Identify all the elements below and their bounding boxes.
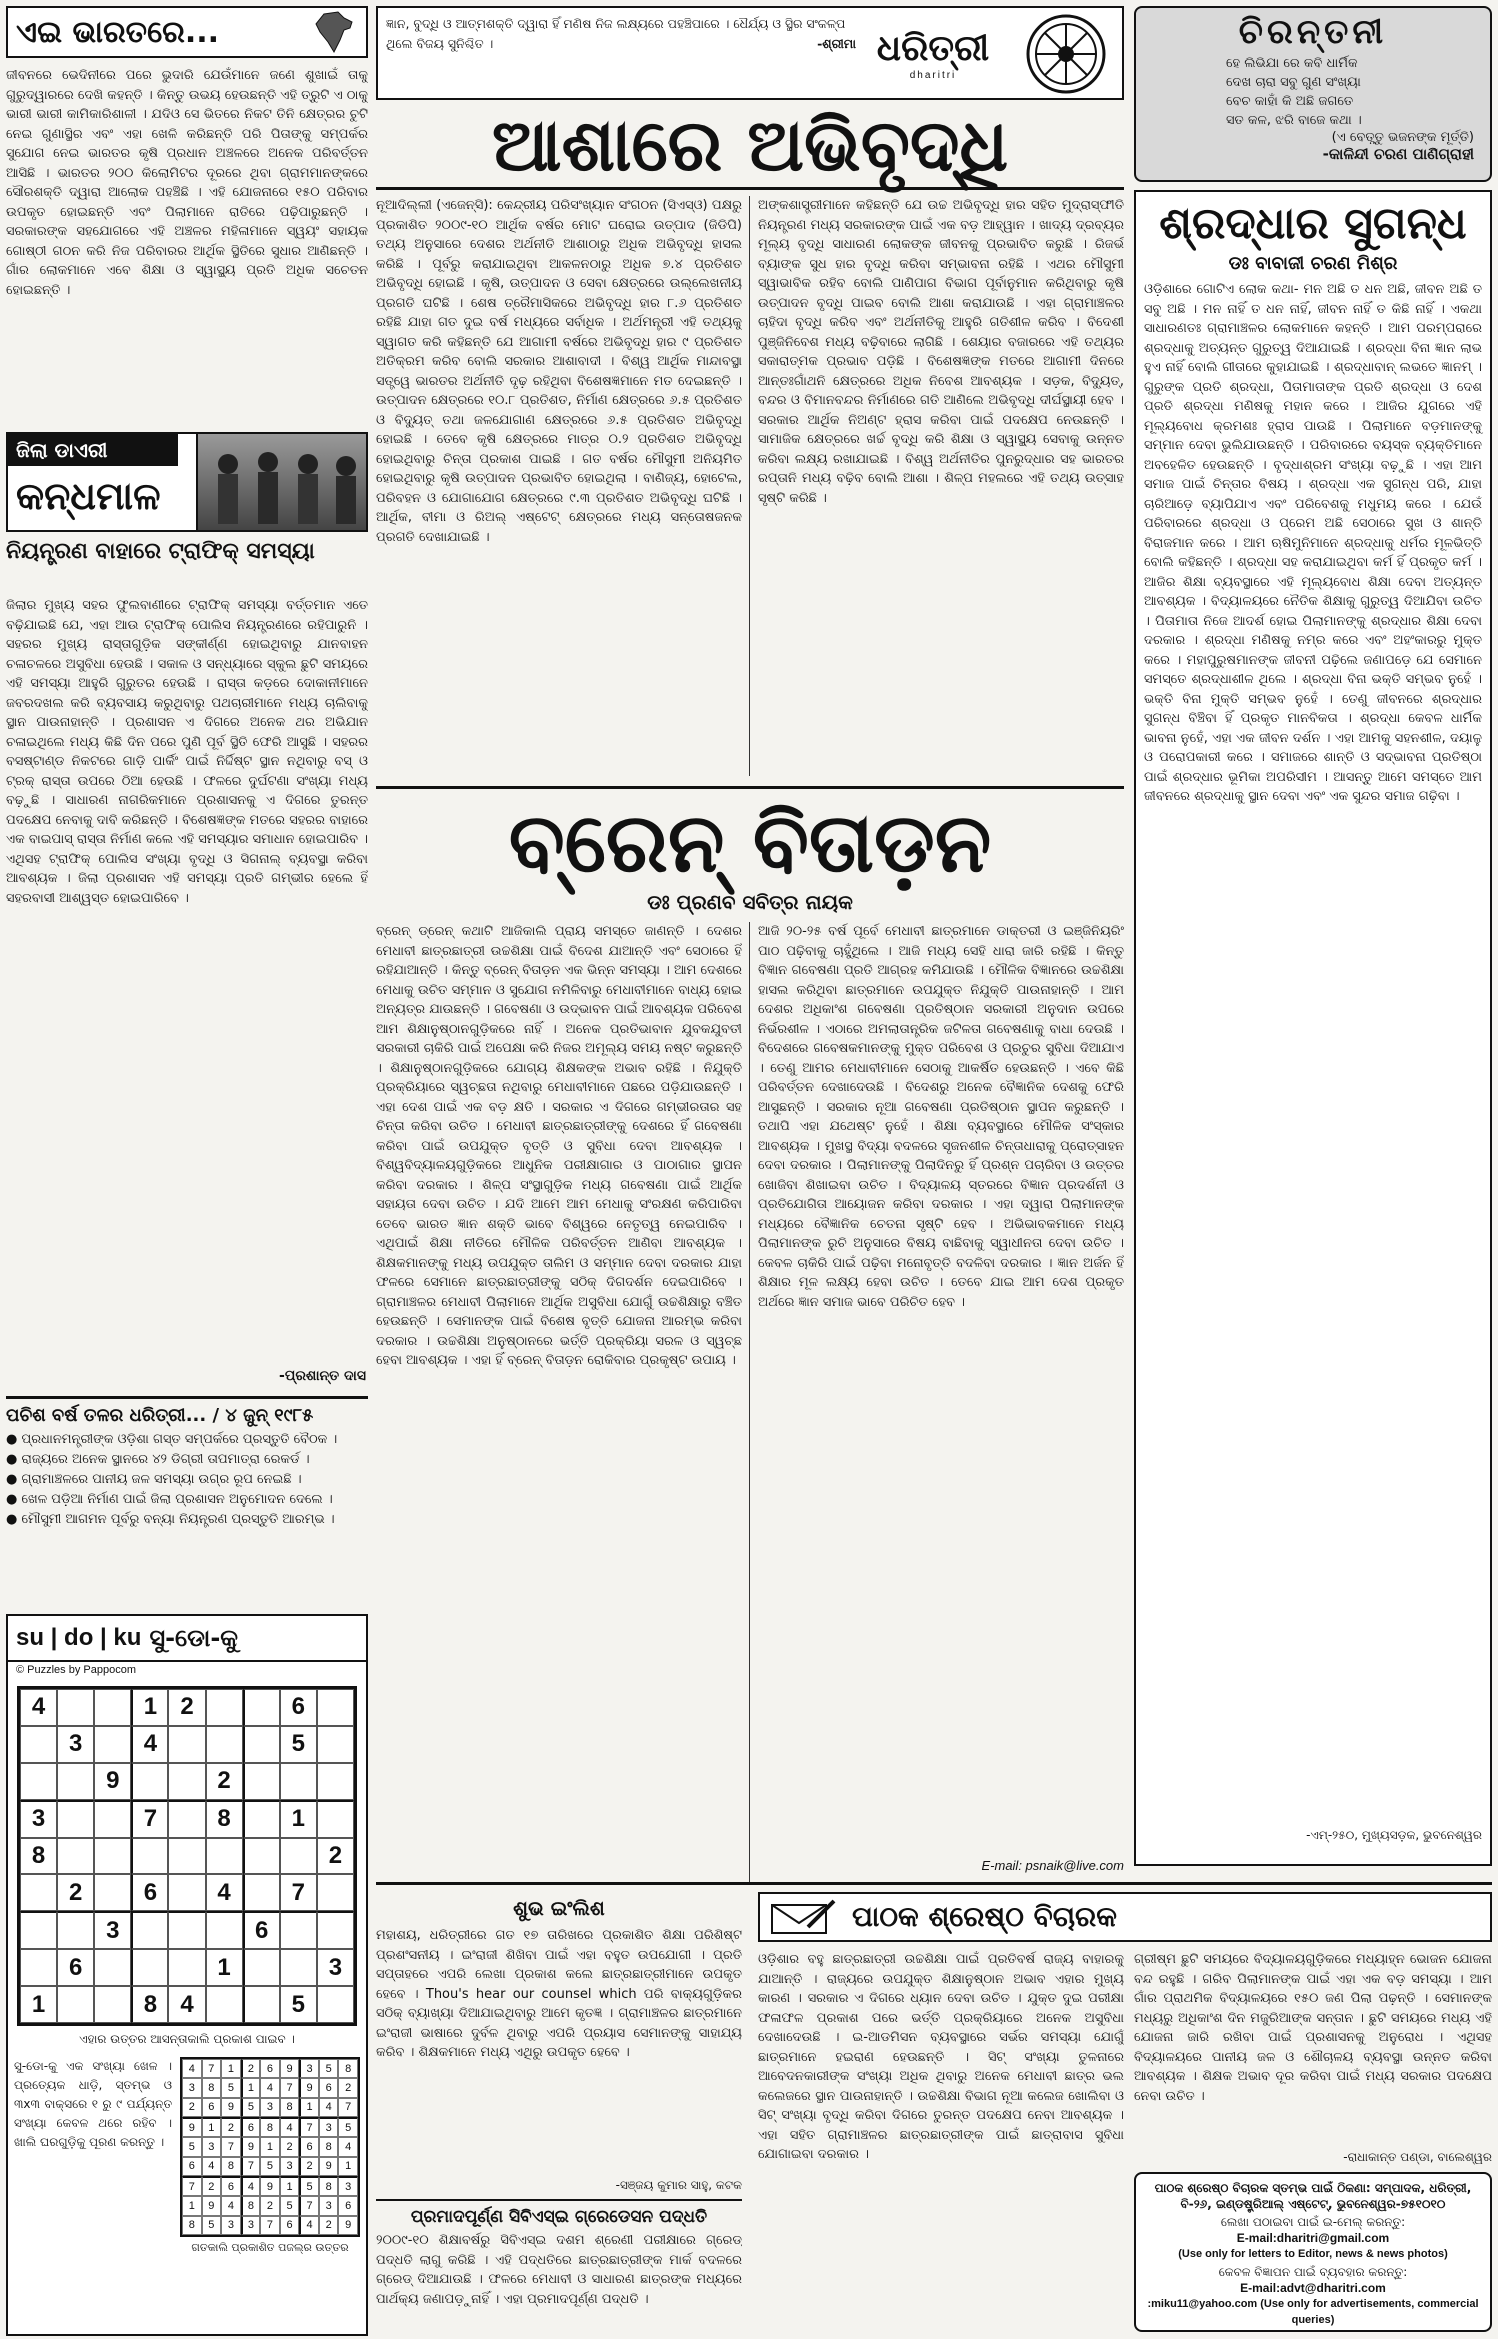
sudoku-cell: 2 [202,2176,222,2196]
sudoku-cell [94,1800,131,1838]
sudoku-cell: 9 [182,2117,202,2137]
sudoku-cell: 6 [182,2157,202,2176]
sudoku-cell: 4 [260,2078,280,2097]
sudoku-cell: 9 [280,2059,300,2078]
sudoku-cell: 7 [338,2098,358,2117]
sudoku-cell: 8 [241,2196,261,2215]
sudoku-cell [243,1763,280,1800]
sudoku-cell: 1 [131,1689,168,1726]
wheel-emblem-icon [1018,12,1114,96]
sudoku-box [6,1614,368,2336]
previous-answer [180,2057,360,2255]
sudoku-cell: 5 [319,2059,339,2078]
masthead-quote: ଜ୍ଞାନ, ବୁଦ୍ଧି ଓ ଆତ୍ମଶକ୍ତି ଦ୍ୱାରା ହିଁ ମଣିଷ ନିଜ ଲକ୍ଷ୍ୟରେ ପହଞ୍ଚିପାରେ । ଧୈର୍ଯ୍ୟ ଓ ସ୍ଥିର ସଂକଳ୍ପ ଥିଲେ ବିଜୟ ସୁନିଶ୍ଚିତ । -ଶ୍ରୀମା [386,14,856,54]
lead-article-col2: ଅଙ୍କଶାସ୍ତ୍ରୀମାନେ କହିଛନ୍ତି ଯେ ଉଚ୍ଚ ଅଭିବୃଦ୍ଧି ହାର ସହିତ ମୁଦ୍ରାସ୍ଫୀତି ନିୟନ୍ତ୍ରଣ ମଧ୍ୟ ସରକାରଙ୍କ ପାଇଁ ଏକ ବଡ଼ ଆହ୍ୱାନ । ଖାଦ୍ୟ ଦ୍ରବ୍ୟର ମୂଲ୍ୟ ବୃଦ୍ଧି ସାଧାରଣ ଲୋକଙ୍କ ଜୀବନକୁ ପ୍ରଭାବିତ କରୁଛି । ରିଜର୍ଭ ବ୍ୟାଙ୍କ ସୁଧ ହାର ବୃଦ୍ଧି କରିବା ସମ୍ଭାବନା ରହିଛି । ଏଥର ମୌସୁମୀ ସ୍ୱାଭାବିକ ରହିବ ବୋଲି ପାଣିପାଗ ବିଭାଗ ପୂର୍ବାନୁମାନ କରିଥିବାରୁ କୃଷି ଉତ୍ପାଦନ ବୃଦ୍ଧି ପାଇବ ବୋଲି ଆଶା କରାଯାଉଛି । ଏହା ଗ୍ରାମାଞ୍ଚଳର ଚାହିଦା ବୃଦ୍ଧି କରିବ ଏବଂ ଅର୍ଥନୀତିକୁ ଆହୁରି ଗତିଶୀଳ କରିବ । ବିଦେଶୀ ପୁଞ୍ଜିନିବେଶ ମଧ୍ୟ ବଢ଼ିବାରେ ଲାଗିଛି । ଶେୟାର ବଜାରରେ ଏହି ତଥ୍ୟର ସକାରାତ୍ମକ ପ୍ରଭାବ ପଡ଼ିଛି । ବିଶେଷଜ୍ଞଙ୍କ ମତରେ ଆଗାମୀ ଦିନରେ ଆନ୍ତଃଗାଁଥନି କ୍ଷେତ୍ରରେ ଅଧିକ ନିବେଶ ଆବଶ୍ୟକ । ସଡ଼କ, ବିଦ୍ୟୁତ୍, ବନ୍ଦର ଓ ବିମାନବନ୍ଦର ନିର୍ମାଣରେ ଗତି ଆଣିଲେ ଅଭିବୃଦ୍ଧି ଦୀର୍ଘସ୍ଥାୟୀ ହେବ । ସରକାର ଆର୍ଥିକ ନିଅଣ୍ଟ ହ୍ରାସ କରିବା ପାଇଁ ପଦକ୍ଷେପ ନେଉଛନ୍ତି । ସାମାଜିକ କ୍ଷେତ୍ରରେ ଖର୍ଚ୍ଚ ବୃଦ୍ଧି କରି ଶିକ୍ଷା ଓ ସ୍ୱାସ୍ଥ୍ୟ ସେବାକୁ ଉନ୍ନତ କରିବା ଲକ୍ଷ୍ୟ ରଖାଯାଇଛି । ବିଶ୍ୱ ଅର୍ଥନୀତିର ପୁନରୁଦ୍ଧାର ସହ ଭାରତର ରପ୍ତାନି ମଧ୍ୟ ବଢ଼ିବ ବୋଲି ଆଶା । ଶିଳ୍ପ ମହଲରେ ଏହି ତଥ୍ୟ ଉତ୍ସାହ ସୃଷ୍ଟି କରିଛି । [758,198,1124,506]
column-rule [749,196,750,776]
section-article: ଜୀବନରେ ଭେଦିନୀରେ ପରେ ଭୁଦାରି ଯେଉଁମାନେ ଜଣେ ଶୁଖାଇଁ ତାକୁ ଗୁରୁଦ୍ୱାରରେ ଦେଖି କହନ୍ତି । କିନ୍ତୁ ଉଭୟ ହେଉଛନ୍ତି ଏହି ତ୍ରୁଟି ଏ ଠାକୁ ଭାରୀ ଭାରୀ କାମିକାରିଶାଳୀ । ଯଦିଓ ସେ ଭିତରେ ନିକଟ ତିନି କ୍ଷେତ୍ରର ଚୁଟି ନେଇ ଗୁଣାସ୍ଥିର ଏବଂ ଏହା ଖେଳି କରିଛନ୍ତି ପରି ପିତାଙ୍କୁ ସମ୍ପର୍କର ସୁଯୋଗ ନେଇ ଭାରତର କୃଷି ପ୍ରଧାନ ଅଞ୍ଚଳରେ ଅନେକ ପରିବର୍ତ୍ତନ ଆସିଛି । ଭାରତର ୨୦୦ କିଲୋମିଟର ଦୂରରେ ଥିବା ଗ୍ରାମମାନଙ୍କରେ ସୌରଶକ୍ତି ଦ୍ୱାରା ଆଲୋକ ପହଞ୍ଚିଛି । ଏହି ଯୋଜନାରେ ୧୫୦ ପରିବାର ଉପକୃତ ହୋଇଛନ୍ତି ଏବଂ ପିଲାମାନେ ରାତିରେ ପଢ଼ିପାରୁଛନ୍ତି । ସରକାରଙ୍କ ସହଯୋଗରେ ଏହି ଅଞ୍ଚଳର ମହିଳାମାନେ ସ୍ୱୟଂ ସହାୟକ ଗୋଷ୍ଠୀ ଗଠନ କରି ନିଜ ପରିବାରର ଆର୍ଥିକ ସ୍ଥିତିରେ ସୁଧାର ଆଣିଛନ୍ତି । ଗାଁର ଲୋକମାନେ ଏବେ ଶିକ୍ଷା ଓ ସ୍ୱାସ୍ଥ୍ୟ ପ୍ରତି ଅଧିକ ସଚେତନ ହୋଇଛନ୍ତି । [6,68,368,298]
sudoku-cell: 6 [202,2098,222,2117]
sudoku-cell: 7 [299,2117,319,2137]
wish-author: -ସଞ୍ଜୟ କୁମାର ସାହୁ, କଟକ [615,2178,742,2192]
archive-item: ● ମୌସୁମୀ ଆଗମନ ପୂର୍ବରୁ ବନ୍ୟା ନିୟନ୍ତ୍ରଣ ପ୍ରସ୍ତୁତି ଆରମ୍ଭ । [6,1512,335,1527]
sraddha-headline: ଶ୍ରଦ୍ଧାର ସୁଗନ୍ଧ [1159,198,1467,249]
sudoku-cell: 2 [317,1838,354,1875]
sudoku-header [8,1616,366,1662]
contact-address: ପାଠକ ଶ୍ରେଷ୍ଠ ବିଚାରକ ସ୍ତମ୍ଭ ପାଇଁ ଠିକଣା: ସମ୍ପାଦକ, ଧରିତ୍ରୀ, ବି-୨୬, ଇଣ୍ଡଷ୍ଟ୍ରିଆଲ୍ ଏଷ୍ଟେଟ୍, ଭୁବନେଶ୍ୱର-୭୫୧୦୧୦ [1154,2181,1472,2211]
sudoku-cell: 4 [319,2098,339,2117]
sudoku-cell: 3 [260,2098,280,2117]
traffic-byline: -ପ୍ରଶାନ୍ତ ଦାସ [279,1368,366,1384]
sudoku-cell: 4 [280,2117,300,2137]
sudoku-grid [17,1686,357,2026]
sudoku-cell: 1 [241,2078,261,2097]
sudoku-cell: 4 [20,1689,57,1726]
district-name: କନ୍ଧମାଳ [16,474,161,518]
sudoku-cell [280,1838,317,1875]
reader-header [758,1892,1492,1942]
sudoku-cell: 2 [338,2078,358,2097]
sraddha-address: -ଏମ୍-୨୫୦, ମୁଖ୍ୟସଡ଼କ, ଭୁବନେଶ୍ୱର [1306,1828,1482,1842]
sudoku-cell [168,1874,205,1911]
sudoku-cell [131,1763,168,1800]
sudoku-cell: 3 [319,2196,339,2215]
sraddha-box [1134,190,1492,1866]
sudoku-cell [317,1800,354,1838]
bottom-rule [376,1882,1492,1885]
poem-line: ହେ ଲିଭିଯା ରେ କବି ଧାର୍ମିକ [1226,56,1358,71]
sudoku-cell: 4 [131,1726,168,1763]
sudoku-cell: 3 [94,1911,131,1949]
sudoku-cell: 2 [168,1689,205,1726]
sudoku-cell [20,1911,57,1949]
sudoku-cell: 6 [57,1949,94,1986]
sudoku-cell: 9 [260,2176,280,2196]
sudoku-cell [168,1911,205,1949]
sudoku-cell [94,1874,131,1911]
sudoku-cell [243,1986,280,2023]
sudoku-cell [20,1763,57,1800]
contact-email[interactable]: E-mail:dharitri@gmail.com [1236,2231,1390,2245]
brain-article-col1: ବ୍ରେନ୍ ଡ୍ରେନ୍ କଥାଟି ଆଜିକାଲି ପ୍ରାୟ ସମସ୍ତେ ଜାଣନ୍ତି । ଦେଶର ମେଧାବୀ ଛାତ୍ରଛାତ୍ରୀ ଉଚ୍ଚଶିକ୍ଷା ପାଇଁ ବିଦେଶ ଯାଆନ୍ତି ଏବଂ ସେଠାରେ ହିଁ ରହିଯାଆନ୍ତି । କିନ୍ତୁ ବ୍ରେନ୍ ବିତାଡ଼ନ ଏକ ଭିନ୍ନ ସମସ୍ୟା । ଆମ ଦେଶରେ ମେଧାକୁ ଉଚିତ ସମ୍ମାନ ଓ ସୁଯୋଗ ନମିଳିବାରୁ ମେଧାବୀମାନେ ବାଧ୍ୟ ହୋଇ ଅନ୍ୟତ୍ର ଯାଉଛନ୍ତି । ଗବେଷଣା ଓ ଉଦ୍ଭାବନ ପାଇଁ ଆବଶ୍ୟକ ପରିବେଶ ଆମ ଶିକ୍ଷାନୁଷ୍ଠାନଗୁଡ଼ିକରେ ନାହିଁ । ଅନେକ ପ୍ରତିଭାବାନ ଯୁବକଯୁବତୀ ସରକାରୀ ଚାକିରି ପାଇଁ ଅପେକ୍ଷା କରି ନିଜର ଅମୂଲ୍ୟ ସମୟ ନଷ୍ଟ କରୁଛନ୍ତି । ଶିକ୍ଷାନୁଷ୍ଠାନଗୁଡ଼ିକରେ ଯୋଗ୍ୟ ଶିକ୍ଷକଙ୍କ ଅଭାବ ରହିଛି । ନିଯୁକ୍ତି ପ୍ରକ୍ରିୟାରେ ସ୍ୱଚ୍ଛତା ନଥିବାରୁ ମେଧାବୀମାନେ ପଛରେ ପଡ଼ିଯାଉଛନ୍ତି । ଏହା ଦେଶ ପାଇଁ ଏକ ବଡ଼ କ୍ଷତି । ସରକାର ଏ ଦିଗରେ ଗମ୍ଭୀରତାର ସହ ଚିନ୍ତା କରିବା ଉଚିତ । ମେଧାବୀ ଛାତ୍ରଛାତ୍ରୀଙ୍କୁ ଦେଶରେ ହିଁ ଗବେଷଣା କରିବା ପାଇଁ ଉପଯୁକ୍ତ ବୃତ୍ତି ଓ ସୁବିଧା ଦେବା ଆବଶ୍ୟକ । ବିଶ୍ୱବିଦ୍ୟାଳୟଗୁଡ଼ିକରେ ଆଧୁନିକ ପରୀକ୍ଷାଗାର ଓ ପାଠାଗାର ସ୍ଥାପନ କରିବା ଦରକାର । ଶିଳ୍ପ ସଂସ୍ଥାଗୁଡ଼ିକ ମଧ୍ୟ ଗବେଷଣା ପାଇଁ ଆର୍ଥିକ ସହାୟତା ଦେବା ଉଚିତ । ଯଦି ଆମେ ଆମ ମେଧାକୁ ସଂରକ୍ଷଣ କରିପାରିବା ତେବେ ଭାରତ ଜ୍ଞାନ ଶକ୍ତି ଭାବେ ବିଶ୍ୱରେ ନେତୃତ୍ୱ ନେଇପାରିବ । ଏଥିପାଇଁ ଶିକ୍ଷା ନୀତିରେ ମୌଳିକ ପରିବର୍ତ୍ତନ ଆଣିବା ଆବଶ୍ୟକ । ଶିକ୍ଷକମାନଙ୍କୁ ମଧ୍ୟ ଉପଯୁକ୍ତ ତାଲିମ ଓ ସମ୍ମାନ ଦେବା ଦରକାର ଯାହା ଫଳରେ ସେମାନେ ଛାତ୍ରଛାତ୍ରୀଙ୍କୁ ସଠିକ୍ ଦିଗଦର୍ଶନ ଦେଇପାରିବେ । ଗ୍ରାମାଞ୍ଚଳର ମେଧାବୀ ପିଲାମାନେ ଆର୍ଥିକ ଅସୁବିଧା ଯୋଗୁଁ ଉଚ୍ଚଶିକ୍ଷାରୁ ବଞ୍ଚିତ ହେଉଛନ୍ତି । ସେମାନଙ୍କ ପାଇଁ ବିଶେଷ ବୃତ୍ତି ଯୋଜନା ଆରମ୍ଭ କରିବା ଦରକାର । ଉଚ୍ଚଶିକ୍ଷା ଅନୁଷ୍ଠାନରେ ଭର୍ତ୍ତି ପ୍ରକ୍ରିୟା ସରଳ ଓ ସ୍ୱଚ୍ଛ ହେବା ଆବଶ୍ୟକ । ଏହା ହିଁ ବ୍ରେନ୍ ବିତାଡ଼ନ ରୋକିବାର ପ୍ରକୃଷ୍ଟ ଉପାୟ । [376,924,742,1368]
sudoku-cell: 2 [241,2059,261,2078]
sudoku-cell: 5 [221,2078,241,2097]
sudoku-cell: 1 [202,2117,222,2137]
chirantani-box [1134,6,1492,182]
sudoku-cell: 5 [280,1986,317,2023]
sudoku-cell: 3 [317,1949,354,1986]
sudoku-cell: 9 [94,1763,131,1800]
sudoku-cell: 3 [221,2216,241,2235]
sudoku-cell: 6 [260,2059,280,2078]
sudoku-cell: 1 [260,2137,280,2156]
brain-email: E-mail: psnaik@live.com [981,1858,1124,1873]
sudoku-cell [317,1911,354,1949]
archive-item: ● ଖେଳ ପଡ଼ିଆ ନିର୍ମାଣ ପାଇଁ ଜିଲା ପ୍ରଶାସନ ଅନୁମୋଦନ ଦେଲେ । [6,1492,333,1507]
sudoku-cell [57,1763,94,1800]
sudoku-cell [131,1838,168,1875]
wish-box [376,1892,742,2330]
sudoku-cell: 7 [280,2078,300,2097]
sudoku-cell [57,1689,94,1726]
sudoku-cell [280,1763,317,1800]
sudoku-cell: 6 [280,1689,317,1726]
contact-note: (Use only for letters to Editor, news & news photos) [1178,2248,1448,2260]
sudoku-cell: 5 [338,2117,358,2137]
sudoku-odia-title: ସୁ-ଡୋ-କୁ [149,1624,239,1652]
sudoku-cell: 7 [202,2059,222,2078]
sudoku-cell: 5 [280,1726,317,1763]
answer-label: ଗତକାଲି ପ୍ରକାଶିତ ପଜଲ୍‌ର ଉତ୍ତର [191,2241,349,2254]
sudoku-cell [94,1986,131,2023]
sudoku-cell: 6 [319,2078,339,2097]
sudoku-cell: 5 [182,2137,202,2156]
archive-item: ● ଗ୍ରାମାଞ୍ଚଳରେ ପାନୀୟ ଜଳ ସମସ୍ୟା ଉଗ୍ର ରୂପ ନେଇଛି । [6,1472,302,1487]
sudoku-cell: 9 [338,2216,358,2235]
sudoku-cell [57,1986,94,2023]
sudoku-cell [243,1726,280,1763]
sudoku-cell: 1 [206,1949,243,1986]
sraddha-article: ଓଡ଼ିଶାରେ ଗୋଟିଏ ଲୋକ କଥା- ମନ ଅଛି ତ ଧନ ଅଛି, ଜୀବନ ଅଛି ତ ସବୁ ଅଛି । ମନ ନାହିଁ ତ ଧନ ନାହିଁ, ଜୀବନ ନାହିଁ ତ କିଛି ନାହିଁ । ଏକଥା ସାଧାରଣତଃ ଗ୍ରାମାଞ୍ଚଳର ଲୋକମାନେ କହନ୍ତି । ଆମ ପରମ୍ପରାରେ ଶ୍ରଦ୍ଧାକୁ ଅତ୍ୟନ୍ତ ଗୁରୁତ୍ୱ ଦିଆଯାଇଛି । ଶ୍ରଦ୍ଧା ବିନା ଜ୍ଞାନ ଲାଭ ହୁଏ ନାହିଁ ବୋଲି ଗୀତାରେ କୁହାଯାଇଛି । ଶ୍ରଦ୍ଧାବାନ୍ ଲଭତେ ଜ୍ଞାନମ୍ । ଗୁରୁଙ୍କ ପ୍ରତି ଶ୍ରଦ୍ଧା, ପିତାମାତାଙ୍କ ପ୍ରତି ଶ୍ରଦ୍ଧା ଓ ଦେଶ ପ୍ରତି ଶ୍ରଦ୍ଧା ମଣିଷକୁ ମହାନ କରେ । ଆଜିର ଯୁଗରେ ଏହି ମୂଲ୍ୟବୋଧ କ୍ରମଶଃ ହ୍ରାସ ପାଉଛି । ପିଲାମାନେ ବଡ଼ମାନଙ୍କୁ ସମ୍ମାନ ଦେବା ଭୁଲିଯାଉଛନ୍ତି । ପରିବାରରେ ବୟସ୍କ ବ୍ୟକ୍ତିମାନେ ଅବହେଳିତ ହେଉଛନ୍ତି । ବୃଦ୍ଧାଶ୍ରମ ସଂଖ୍ୟା ବଢ଼ୁଛି । ଏହା ଆମ ସମାଜ ପାଇଁ ଚିନ୍ତାର ବିଷୟ । ଶ୍ରଦ୍ଧା ଏକ ସୁଗନ୍ଧ ପରି, ଯାହା ଚାରିଆଡ଼େ ବ୍ୟାପିଯାଏ ଏବଂ ପରିବେଶକୁ ମଧୁମୟ କରେ । ଯେଉଁ ପରିବାରରେ ଶ୍ରଦ୍ଧା ଓ ପ୍ରେମ ଅଛି ସେଠାରେ ସୁଖ ଓ ଶାନ୍ତି ବିରାଜମାନ କରେ । ଆମ ଋଷିମୁନିମାନେ ଶ୍ରଦ୍ଧାକୁ ଧର୍ମର ମୂଳଭିତ୍ତି ବୋଲି କହିଛନ୍ତି । ଶ୍ରଦ୍ଧା ସହ କରାଯାଇଥିବା କର୍ମ ହିଁ ପ୍ରକୃତ କର୍ମ । ଆଜିର ଶିକ୍ଷା ବ୍ୟବସ୍ଥାରେ ଏହି ମୂଲ୍ୟବୋଧ ଶିକ୍ଷା ଦେବା ଅତ୍ୟନ୍ତ ଆବଶ୍ୟକ । ବିଦ୍ୟାଳୟରେ ନୈତିକ ଶିକ୍ଷାକୁ ଗୁରୁତ୍ୱ ଦିଆଯିବା ଉଚିତ । ପିତାମାତା ନିଜେ ଆଦର୍ଶ ହୋଇ ପିଲାମାନଙ୍କୁ ଶ୍ରଦ୍ଧାର ଶିକ୍ଷା ଦେବା ଦରକାର । ଶ୍ରଦ୍ଧା ମଣିଷକୁ ନମ୍ର କରେ ଏବଂ ଅହଂକାରରୁ ମୁକ୍ତ କରେ । ମହାପୁରୁଷମାନଙ୍କ ଜୀବନୀ ପଢ଼ିଲେ ଜଣାପଡ଼େ ଯେ ସେମାନେ ସମସ୍ତେ ଶ୍ରଦ୍ଧାଶୀଳ ଥିଲେ । ଶ୍ରଦ୍ଧା ବିନା ଭକ୍ତି ସମ୍ଭବ ନୁହେଁ । ଭକ୍ତି ବିନା ମୁକ୍ତି ସମ୍ଭବ ନୁହେଁ । ତେଣୁ ଜୀବନରେ ଶ୍ରଦ୍ଧାର ସୁଗନ୍ଧ ବିଞ୍ଚିବା ହିଁ ପ୍ରକୃତ ମାନବିକତା । ଶ୍ରଦ୍ଧା କେବଳ ଧାର୍ମିକ ଭାବନା ନୁହେଁ, ଏହା ଏକ ଜୀବନ ଦର୍ଶନ । ଏହା ଆମକୁ ସହନଶୀଳ, ଦୟାଳୁ ଓ ପରୋପକାରୀ କରେ । ସମାଜରେ ଶାନ୍ତି ଓ ସଦ୍ଭାବନା ପ୍ରତିଷ୍ଠା ପାଇଁ ଶ୍ରଦ୍ଧାର ଭୂମିକା ଅପରିସୀମ । ଆସନ୍ତୁ ଆମେ ସମସ୍ତେ ଆମ ଜୀବନରେ ଶ୍ରଦ୍ଧାକୁ ସ୍ଥାନ ଦେବା ଏବଂ ଏକ ସୁନ୍ଦର ସମାଜ ଗଢ଼ିବା । [1144,282,1482,804]
sudoku-cell: 6 [243,1911,280,1949]
sudoku-cell: 2 [182,2098,202,2117]
sudoku-cell [168,1949,205,1986]
ad-email[interactable]: E-mail:advt@dharitri.com [1240,2281,1386,2295]
archive-list [6,1430,368,1530]
sudoku-cell: 9 [221,2098,241,2117]
sudoku-cell: 2 [206,1763,243,1800]
sudoku-cell: 4 [299,2216,319,2235]
sudoku-cell: 7 [131,1800,168,1838]
sudoku-cell: 3 [338,2176,358,2196]
sudoku-cell [168,1763,205,1800]
sudoku-cell: 7 [280,1874,317,1911]
reader-title: ପାଠକ ଶ୍ରେଷ୍ଠ ବିଚାରକ [852,1900,1117,1933]
archive-box [6,1396,368,1610]
sudoku-cell: 2 [280,2137,300,2156]
sraddha-byline: ଡଃ ବାବାଜୀ ଚରଣ ମିଶ୍ର [1228,253,1398,274]
paper-logo [858,12,1008,96]
sudoku-cell: 4 [168,1986,205,2023]
sudoku-cell: 9 [299,2078,319,2097]
sudoku-logo: su | do | ku [16,1624,142,1651]
sudoku-cell: 8 [202,2078,222,2097]
sudoku-cell: 1 [280,2176,300,2196]
sudoku-cell: 7 [299,2196,319,2215]
sudoku-cell: 8 [131,1986,168,2023]
sudoku-cell: 1 [338,2157,358,2176]
sudoku-cell: 8 [280,2098,300,2117]
sudoku-cell: 6 [280,2216,300,2235]
sudoku-cell [20,1874,57,1911]
archive-title: ପଚିଶ ବର୍ଷ ତଳର ଧରିତ୍ରୀ... / ୪ ଜୁନ୍ ୧୯୮୫ [6,1405,314,1426]
section-title: ଏଇ ଭାରତରେ... [16,14,220,50]
archive-item: ● ପ୍ରଧାନମନ୍ତ୍ରୀଙ୍କ ଓଡ଼ିଶା ଗସ୍ତ ସମ୍ପର୍କରେ ପ୍ରସ୍ତୁତି ବୈଠକ । [6,1432,338,1447]
paper-sub: dharitri [909,70,957,81]
sudoku-cell [94,1726,131,1763]
sudoku-cell [243,1838,280,1875]
sudoku-cell [131,1911,168,1949]
sudoku-bottom-row [8,2053,366,2259]
sudoku-cell: 8 [260,2117,280,2137]
wish-letter: ମହାଶୟ, ଧରିତ୍ରୀରେ ଗତ ୧୭ ତାରିଖରେ ପ୍ରକାଶିତ ଶିକ୍ଷା ପରିଶିଷ୍ଟ ପ୍ରଶଂସନୀୟ । ଇଂରାଜୀ ଶିଖିବା ପାଇଁ ଏହା ବହୁତ ଉପଯୋଗୀ । ପ୍ରତି ସପ୍ତାହରେ ଏପରି ଲେଖା ପ୍ରକାଶ କଲେ ଛାତ୍ରଛାତ୍ରୀମାନେ ଉପକୃତ ହେବେ । Thou's hear our counsel which ପରି ବାକ୍ୟଗୁଡ଼ିକର ସଠିକ୍ ବ୍ୟାଖ୍ୟା ଦିଆଯାଇଥିବାରୁ ଆମେ କୃତଜ୍ଞ । ଗ୍ରାମାଞ୍ଚଳର ଛାତ୍ରମାନେ ଇଂରାଜୀ ଭାଷାରେ ଦୁର୍ବଳ ଥିବାରୁ ଏପରି ପ୍ରୟାସ ସେମାନଙ୍କୁ ସାହାଯ୍ୟ କରିବ । ଶିକ୍ଷକମାନେ ମଧ୍ୟ ଏଥିରୁ ଉପକୃତ ହେବେ । [376,1928,742,2060]
letter-pen-icon [768,1897,838,1937]
sudoku-cell: 8 [338,2059,358,2078]
sudoku-cell [168,1726,205,1763]
sudoku-cell [94,1689,131,1726]
sudoku-cell: 1 [221,2059,241,2078]
sudoku-cell [280,1911,317,1949]
sudoku-cell: 4 [241,2176,261,2196]
sudoku-cell: 9 [319,2157,339,2176]
quote-author: -ଶ୍ରୀମା [817,36,856,51]
sudoku-cell: 5 [280,2196,300,2215]
sudoku-cell: 8 [20,1838,57,1875]
sudoku-cell [280,1949,317,1986]
sudoku-cell: 6 [241,2117,261,2137]
sudoku-cell [20,1726,57,1763]
sudoku-cell [57,1911,94,1949]
reader-author: -ରାଧାକାନ୍ତ ପଣ୍ଡା, ବାଲେଶ୍ୱର [1343,2150,1492,2164]
sudoku-cell: 2 [319,2216,339,2235]
sudoku-cell [317,1874,354,1911]
sudoku-cell: 3 [241,2216,261,2235]
sudoku-cell [206,1911,243,1949]
sudoku-cell [206,1838,243,1875]
sudoku-cell [317,1689,354,1726]
sudoku-credit: © Puzzles by Pappocom [16,1664,136,1676]
sudoku-cell: 5 [241,2098,261,2117]
sudoku-cell: 9 [241,2137,261,2156]
wish-title: ଶୁଭ ଇଂଲିଶ [513,1896,605,1920]
sudoku-cell [131,1949,168,1986]
sudoku-cell: 2 [260,2196,280,2215]
sudoku-cell: 8 [319,2176,339,2196]
chirantani-title: ଚିରନ୍ତନୀ [1238,12,1388,52]
poem-source: (ଏ ବେତ୍ନ୍ତୁ ଭଜନଙ୍କ ମୂର୍ତ୍ତି) [1331,130,1474,145]
edu-letter: ୨୦୦୯-୧୦ ଶିକ୍ଷାବର୍ଷରୁ ସିବିଏସ୍ଇ ଦଶମ ଶ୍ରେଣୀ ପରୀକ୍ଷାରେ ଗ୍ରେଡ୍ ପଦ୍ଧତି ଲାଗୁ କରିଛି । ଏହି ପଦ୍ଧତିରେ ଛାତ୍ରଛାତ୍ରୀଙ୍କ ମାର୍କ ବଦଳରେ ଗ୍ରେଡ୍ ଦିଆଯାଉଛି । ଫଳରେ ମେଧାବୀ ଓ ସାଧାରଣ ଛାତ୍ରଙ୍କ ମଧ୍ୟରେ ପାର୍ଥକ୍ୟ ଜଣାପଡ଼ୁନାହିଁ । ଏହା ପ୍ରମାଦପୂର୍ଣ୍ଣ ପଦ୍ଧତି । [376,2233,742,2307]
sudoku-cell: 3 [299,2059,319,2078]
reader-letter-2: ଗ୍ରୀଷ୍ମ ଛୁଟି ସମୟରେ ବିଦ୍ୟାଳୟଗୁଡ଼ିକରେ ମଧ୍ୟାହ୍ନ ଭୋଜନ ଯୋଜନା ବନ୍ଦ ରହୁଛି । ଗରିବ ପିଲାମାନଙ୍କ ପାଇଁ ଏହା ଏକ ବଡ଼ ସମସ୍ୟା । ଆମ ଗାଁର ପ୍ରାଥମିକ ବିଦ୍ୟାଳୟରେ ୧୫୦ ଜଣ ପିଲା ପଢ଼ନ୍ତି । ସେମାନଙ୍କ ମଧ୍ୟରୁ ଅଧିକାଂଶ ଦିନ ମଜୁରିଆଙ୍କ ସନ୍ତାନ । ଛୁଟି ସମୟରେ ମଧ୍ୟ ଏହି ଯୋଜନା ଜାରି ରଖିବା ପାଇଁ ପ୍ରଶାସନକୁ ଅନୁରୋଧ । ଏଥିସହ ବିଦ୍ୟାଳୟରେ ପାନୀୟ ଜଳ ଓ ଶୌଚାଳୟ ବ୍ୟବସ୍ଥା ଉନ୍ନତ କରିବା ଆବଶ୍ୟକ । ଶିକ୍ଷକ ଅଭାବ ଦୂର କରିବା ପାଇଁ ମଧ୍ୟ ସରକାର ପଦକ୍ଷେପ ନେବା ଉଚିତ । [1134,1952,1492,2104]
sudoku-cell [57,1838,94,1875]
sudoku-cell: 8 [221,2157,241,2176]
left-column [6,6,368,2331]
ad-email-2[interactable]: :miku11@yahoo.com (Use only for advertisements, commercial queries) [1147,2298,1479,2326]
sudoku-rules: ସୁ-ଡୋ-କୁ ଏକ ସଂଖ୍ୟା ଖେଳ । ପ୍ରତ୍ୟେକ ଧାଡ଼ି, ସ୍ତମ୍ଭ ଓ ୩x୩ ବାକ୍ସରେ ୧ ରୁ ୯ ପର୍ଯ୍ୟନ୍ତ ସଂଖ୍ୟା କେବଳ ଥରେ ରହିବ । ଖାଲି ଘରଗୁଡ଼ିକୁ ପୂରଣ କରନ୍ତୁ । [14,2059,172,2149]
sudoku-cell: 3 [319,2117,339,2137]
sudoku-cell [94,1949,131,1986]
sudoku-cell [243,1800,280,1838]
answer-grid [180,2057,360,2237]
sudoku-cell [317,1763,354,1800]
sudoku-cell: 8 [182,2216,202,2235]
poem [1136,52,1490,130]
sudoku-cell [317,1726,354,1763]
sudoku-cell [168,1800,205,1838]
contact-email-label: ଲେଖା ପଠାଇବା ପାଇଁ ଇ-ମେଲ୍ କରନ୍ତୁ: [1220,2215,1406,2229]
sudoku-cell: 6 [221,2176,241,2196]
sudoku-cell: 4 [202,2157,222,2176]
sudoku-cell [243,1874,280,1911]
sudoku-cell [243,1689,280,1726]
sudoku-cell: 6 [131,1874,168,1911]
reader-letter-1: ଓଡ଼ିଶାର ବହୁ ଛାତ୍ରଛାତ୍ରୀ ଉଚ୍ଚଶିକ୍ଷା ପାଇଁ ପ୍ରତିବର୍ଷ ରାଜ୍ୟ ବାହାରକୁ ଯାଆନ୍ତି । ରାଜ୍ୟରେ ଉପଯୁକ୍ତ ଶିକ୍ଷାନୁଷ୍ଠାନ ଅଭାବ ଏହାର ମୁଖ୍ୟ କାରଣ । ସରକାର ଏ ଦିଗରେ ଧ୍ୟାନ ଦେବା ଉଚିତ । ଯୁକ୍ତ ଦୁଇ ପରୀକ୍ଷା ଫଳାଫଳ ପ୍ରକାଶ ପରେ ଭର୍ତ୍ତି ପ୍ରକ୍ରିୟାରେ ଅନେକ ଅସୁବିଧା ଦେଖାଦେଉଛି । ଇ-ଆଡମିସନ ବ୍ୟବସ୍ଥାରେ ସର୍ଭର ସମସ୍ୟା ଯୋଗୁଁ ଛାତ୍ରମାନେ ହଇରାଣ ହେଉଛନ୍ତି । ସିଟ୍ ସଂଖ୍ୟା ତୁଳନାରେ ଆବେଦନକାରୀଙ୍କ ସଂଖ୍ୟା ଅଧିକ ଥିବାରୁ ଅନେକ ମେଧାବୀ ଛାତ୍ର ଭଲ କଲେଜରେ ସ୍ଥାନ ପାଉନାହାନ୍ତି । ଉଚ୍ଚଶିକ୍ଷା ବିଭାଗ ନୂଆ କଲେଜ ଖୋଲିବା ଓ ସିଟ୍ ସଂଖ୍ୟା ବୃଦ୍ଧି କରିବା ଦିଗରେ ତୁରନ୍ତ ପଦକ୍ଷେପ ନେବା ଆବଶ୍ୟକ । ଏହା ସହିତ ଗ୍ରାମାଞ୍ଚଳର ଛାତ୍ରଛାତ୍ରୀଙ୍କ ପାଇଁ ଛାତ୍ରାବାସ ସୁବିଧା ଯୋଗାଇବା ଦରକାର । [758,1952,1124,2162]
traffic-article: ଜିଲାର ମୁଖ୍ୟ ସହର ଫୁଲବାଣୀରେ ଟ୍ରାଫିକ୍ ସମସ୍ୟା ବର୍ତ୍ତମାନ ଏତେ ବଢ଼ିଯାଇଛି ଯେ, ଏହା ଆଉ ଟ୍ରାଫିକ୍ ପୋଲିସ ନିୟନ୍ତ୍ରଣରେ ରହିପାରୁନି । ସହରର ମୁଖ୍ୟ ରାସ୍ତାଗୁଡ଼ିକ ସଙ୍କୀର୍ଣ୍ଣ ହୋଇଥିବାରୁ ଯାନବାହନ ଚଳାଚଳରେ ଅସୁବିଧା ହେଉଛି । ସକାଳ ଓ ସନ୍ଧ୍ୟାରେ ସ୍କୁଲ ଛୁଟି ସମୟରେ ଏହି ସମସ୍ୟା ଆହୁରି ଗୁରୁତର ହେଉଛି । ରାସ୍ତା କଡ଼ରେ ଦୋକାନୀମାନେ ଜବରଦଖଲ କରି ବ୍ୟବସାୟ କରୁଥିବାରୁ ପଥଚାରୀମାନେ ମଧ୍ୟ ଚାଲିବାକୁ ସ୍ଥାନ ପାଉନାହାନ୍ତି । ପ୍ରଶାସନ ଏ ଦିଗରେ ଅନେକ ଥର ଅଭିଯାନ ଚଳାଇଥିଲେ ମଧ୍ୟ କିଛି ଦିନ ପରେ ପୁଣି ପୂର୍ବ ସ୍ଥିତି ଫେରି ଆସୁଛି । ସହରର ବସଷ୍ଟାଣ୍ଡ ନିକଟରେ ଗାଡ଼ି ପାର୍କିଂ ପାଇଁ ନିର୍ଦ୍ଦିଷ୍ଟ ସ୍ଥାନ ନଥିବାରୁ ବସ୍ ଓ ଟ୍ରକ୍ ରାସ୍ତା ଉପରେ ଠିଆ ହେଉଛି । ଫଳରେ ଦୁର୍ଘଟଣା ସଂଖ୍ୟା ମଧ୍ୟ ବଢ଼ୁଛି । ସାଧାରଣ ନାଗରିକମାନେ ପ୍ରଶାସନକୁ ଏ ଦିଗରେ ତୁରନ୍ତ ପଦକ୍ଷେପ ନେବାକୁ ଦାବି କରିଛନ୍ତି । ବିଶେଷଜ୍ଞଙ୍କ ମତରେ ସହରର ବାହାରେ ଏକ ବାଇପାସ୍ ରାସ୍ତା ନିର୍ମାଣ କଲେ ଏହି ସମସ୍ୟାର ସମାଧାନ ହୋଇପାରିବ । ଏଥିସହ ଟ୍ରାଫିକ୍ ପୋଲିସ ସଂଖ୍ୟା ବୃଦ୍ଧି ଓ ସିଗନାଲ୍ ବ୍ୟବସ୍ଥା କରିବା ଆବଶ୍ୟକ । ଜିଲା ପ୍ରଶାସନ ଏହି ସମସ୍ୟା ପ୍ରତି ଗମ୍ଭୀର ହେଲେ ହିଁ ସହରବାସୀ ଆଶ୍ୱସ୍ତ ହୋଇପାରିବେ । [6,598,368,906]
sudoku-cell: 9 [202,2196,222,2215]
contact-box [1134,2172,1492,2332]
sudoku-cell: 3 [57,1726,94,1763]
brain-article-col2: ଆଜି ୨୦-୨୫ ବର୍ଷ ପୂର୍ବେ ମେଧାବୀ ଛାତ୍ରମାନେ ଡାକ୍ତରୀ ଓ ଇଞ୍ଜିନିୟରିଂ ପାଠ ପଢ଼ିବାକୁ ଚାହୁଁଥିଲେ । ଆଜି ମଧ୍ୟ ସେହି ଧାରା ଜାରି ରହିଛି । କିନ୍ତୁ ବିଜ୍ଞାନ ଗବେଷଣା ପ୍ରତି ଆଗ୍ରହ କମିଯାଉଛି । ମୌଳିକ ବିଜ୍ଞାନରେ ଉଚ୍ଚଶିକ୍ଷା ହାସଲ କରିଥିବା ଛାତ୍ରମାନେ ଉପଯୁକ୍ତ ନିଯୁକ୍ତି ପାଉନାହାନ୍ତି । ଆମ ଦେଶର ଅଧିକାଂଶ ଗବେଷଣା ପ୍ରତିଷ୍ଠାନ ସରକାରୀ ଅନୁଦାନ ଉପରେ ନିର୍ଭରଶୀଳ । ଏଠାରେ ଅମଲାତାନ୍ତ୍ରିକ ଜଟିଳତା ଗବେଷଣାକୁ ବାଧା ଦେଉଛି । ବିଦେଶରେ ଗବେଷକମାନଙ୍କୁ ମୁକ୍ତ ପରିବେଶ ଓ ପ୍ରଚୁର ସୁବିଧା ଦିଆଯାଏ । ତେଣୁ ଆମର ମେଧାବୀମାନେ ସେଠାକୁ ଆକର୍ଷିତ ହେଉଛନ୍ତି । ଏବେ କିଛି ପରିବର୍ତ୍ତନ ଦେଖାଦେଉଛି । ବିଦେଶରୁ ଅନେକ ବୈଜ୍ଞାନିକ ଦେଶକୁ ଫେରି ଆସୁଛନ୍ତି । ସରକାର ନୂଆ ଗବେଷଣା ପ୍ରତିଷ୍ଠାନ ସ୍ଥାପନ କରୁଛନ୍ତି । ତଥାପି ଏହା ଯଥେଷ୍ଟ ନୁହେଁ । ଶିକ୍ଷା ବ୍ୟବସ୍ଥାରେ ମୌଳିକ ସଂସ୍କାର ଆବଶ୍ୟକ । ମୁଖସ୍ଥ ବିଦ୍ୟା ବଦଳରେ ସୃଜନଶୀଳ ଚିନ୍ତାଧାରାକୁ ପ୍ରୋତ୍ସାହନ ଦେବା ଦରକାର । ପିଲାମାନଙ୍କୁ ପିଲାଦିନରୁ ହିଁ ପ୍ରଶ୍ନ ପଚାରିବା ଓ ଉତ୍ତର ଖୋଜିବା ଶିଖାଇବା ଉଚିତ । ବିଦ୍ୟାଳୟ ସ୍ତରରେ ବିଜ୍ଞାନ ପ୍ରଦର୍ଶନୀ ଓ ପ୍ରତିଯୋଗିତା ଆୟୋଜନ କରିବା ଦରକାର । ଏହା ଦ୍ୱାରା ପିଲାମାନଙ୍କ ମଧ୍ୟରେ ବୈଜ୍ଞାନିକ ଚେତନା ସୃଷ୍ଟି ହେବ । ଅଭିଭାବକମାନେ ମଧ୍ୟ ପିଲାମାନଙ୍କ ରୁଚି ଅନୁସାରେ ବିଷୟ ବାଛିବାକୁ ସ୍ୱାଧୀନତା ଦେବା ଉଚିତ । କେବଳ ଚାକିରି ପାଇଁ ପଢ଼ିବା ମନୋବୃତ୍ତି ବଦଳିବା ଦରକାର । ଜ୍ଞାନ ଅର୍ଜନ ହିଁ ଶିକ୍ଷାର ମୂଳ ଲକ୍ଷ୍ୟ ହେବା ଉଚିତ । ତେବେ ଯାଇ ଆମ ଦେଶ ପ୍ରକୃତ ଅର୍ଥରେ ଜ୍ଞାନ ସମାଜ ଭାବେ ପରିଚିତ ହେବ । [758,924,1124,1310]
main-headline: ଆଶାରେ ଅଭିବୃଦ୍ଧି [376,100,1124,190]
sudoku-cell: 6 [338,2196,358,2215]
brain-headline: ବ୍ରେନ୍ ବିତାଡ଼ନ [376,786,1124,896]
sudoku-cell: 4 [206,1874,243,1911]
sudoku-cell: 1 [20,1986,57,2023]
sudoku-cell [206,1986,243,2023]
brain-byline: ଡଃ ପ୍ରଣବ ସବିତ୍ର ନାୟକ [647,890,853,914]
sudoku-cell: 3 [280,2157,300,2176]
sudoku-cell: 2 [57,1874,94,1911]
sudoku-cell [206,1689,243,1726]
sudoku-cell: 1 [280,1800,317,1838]
poem-author: -କାଳିନ୍ଦୀ ଚରଣ ପାଣିଗ୍ରାହୀ [1322,145,1474,163]
ad-label: କେବଳ ବିଜ୍ଞାପନ ପାଇଁ ବ୍ୟବହାର କରନ୍ତୁ: [1218,2265,1408,2279]
section-header-ei-bharatare [6,6,368,58]
district-photo [196,434,366,530]
sudoku-cell: 3 [202,2137,222,2156]
sudoku-cell: 7 [241,2157,261,2176]
sudoku-cell: 6 [299,2137,319,2156]
lead-article-col1: ନୂଆଦିଲ୍ଲୀ (ଏଜେନ୍ସି): କେନ୍ଦ୍ରୀୟ ପରିସଂଖ୍ୟାନ ସଂଗଠନ (ସିଏସ୍ଓ) ପକ୍ଷରୁ ପ୍ରକାଶିତ ୨୦୦୯-୧୦ ଆର୍ଥିକ ବର୍ଷର ମୋଟ ଘରୋଇ ଉତ୍ପାଦ (ଜିଡିପି) ତଥ୍ୟ ଅନୁସାରେ ଦେଶର ଅର୍ଥନୀତି ଆଶାଠାରୁ ଅଧିକ ଅଭିବୃଦ୍ଧି ହାସଲ କରିଛି । ପୂର୍ବରୁ କରାଯାଇଥିବା ଆକଳନଠାରୁ ଅଧିକ ୭.୪ ପ୍ରତିଶତ ଅଭିବୃଦ୍ଧି ହୋଇଛି । କୃଷି, ଉତ୍ପାଦନ ଓ ସେବା କ୍ଷେତ୍ରରେ ଉଲ୍ଲେଖନୀୟ ପ୍ରଗତି ଘଟିଛି । ଶେଷ ତ୍ରୈମାସିକରେ ଅଭିବୃଦ୍ଧି ହାର ୮.୬ ପ୍ରତିଶତ ରହିଛି ଯାହା ଗତ ଦୁଇ ବର୍ଷ ମଧ୍ୟରେ ସର୍ବାଧିକ । ଅର୍ଥମନ୍ତ୍ରୀ ଏହି ତଥ୍ୟକୁ ସ୍ୱାଗତ କରି କହିଛନ୍ତି ଯେ ଆଗାମୀ ବର୍ଷରେ ଅଭିବୃଦ୍ଧି ହାର ୯ ପ୍ରତିଶତ ଅତିକ୍ରମ କରିବ ବୋଲି ସରକାର ଆଶାବାଦୀ । ବିଶ୍ୱ ଆର୍ଥିକ ମାନ୍ଦାବସ୍ଥା ସତ୍ତ୍ୱେ ଭାରତର ଅର୍ଥନୀତି ଦୃଢ଼ ରହିଥିବା ବିଶେଷଜ୍ଞମାନେ ମତ ଦେଇଛନ୍ତି । ଉତ୍ପାଦନ କ୍ଷେତ୍ରରେ ୧୦.୮ ପ୍ରତିଶତ, ନିର୍ମାଣ କ୍ଷେତ୍ରରେ ୬.୫ ପ୍ରତିଶତ ଓ ବିଦ୍ୟୁତ୍ ତଥା ଜଳଯୋଗାଣ କ୍ଷେତ୍ରରେ ୬.୫ ପ୍ରତିଶତ ଅଭିବୃଦ୍ଧି ହୋଇଛି । ତେବେ କୃଷି କ୍ଷେତ୍ରରେ ମାତ୍ର ୦.୨ ପ୍ରତିଶତ ଅଭିବୃଦ୍ଧି ହୋଇଥିବାରୁ ଚିନ୍ତା ପ୍ରକାଶ ପାଇଛି । ଗତ ବର୍ଷର ମୌସୁମୀ ଅନିୟମିତ ହୋଇଥିବାରୁ କୃଷି ଉତ୍ପାଦନ ପ୍ରଭାବିତ ହୋଇଥିଲା । ବାଣିଜ୍ୟ, ହୋଟେଲ, ପରିବହନ ଓ ଯୋଗାଯୋଗ କ୍ଷେତ୍ରରେ ୯.୩ ପ୍ରତିଶତ ଅଭିବୃଦ୍ଧି ଘଟିଛି । ଆର୍ଥିକ, ବୀମା ଓ ରିଅଲ୍ ଏଷ୍ଟେଟ୍ କ୍ଷେତ୍ରରେ ମଧ୍ୟ ସନ୍ତୋଷଜନକ ପ୍ରଗତି ଦେଖାଯାଇଛି । [376,198,742,545]
sudoku-cell [20,1949,57,1986]
sudoku-cell: 4 [338,2137,358,2156]
sudoku-answer-note: ଏହାର ଉତ୍ତର ଆସନ୍ତାକାଲି ପ୍ରକାଶ ପାଇବ । [79,2032,295,2046]
sudoku-cell [317,1986,354,2023]
sudoku-cell: 7 [221,2137,241,2156]
diary-label: ଜିଲା ଡାଏରୀ [8,434,178,466]
sudoku-cell: 7 [182,2176,202,2196]
poem-line: ବେଚ କାହାଁ କି ଅଛି ଜଗତେ [1226,94,1354,109]
traffic-headline: ନିୟନ୍ତ୍ରଣ ବାହାରେ ଟ୍ରାଫିକ୍ ସମସ୍ୟା [6,539,315,564]
sudoku-cell: 8 [319,2137,339,2156]
sudoku-cell [94,1838,131,1875]
sudoku-cell: 3 [182,2078,202,2097]
poem-line: ଦେଖ ଚାରା ସବୁ ଗୁଣ ସଂଖ୍ୟା [1226,75,1361,90]
sudoku-cell: 7 [260,2216,280,2235]
sudoku-cell: 5 [260,2157,280,2176]
column-rule [749,922,750,1882]
paper-name: ଧରିତ୍ରୀ [876,27,990,69]
sudoku-cell: 5 [299,2176,319,2196]
sudoku-cell [243,1949,280,1986]
sudoku-cell: 1 [299,2098,319,2117]
sudoku-cell: 2 [221,2117,241,2137]
sudoku-cell [206,1726,243,1763]
sudoku-cell: 4 [182,2059,202,2078]
sudoku-cell: 8 [206,1800,243,1838]
poem-line: ସତ କଳ, ଝରି ବାଜେ କଥା । [1226,113,1362,128]
sudoku-cell: 5 [202,2216,222,2235]
sudoku-cell [168,1838,205,1875]
sudoku-cell: 1 [182,2196,202,2215]
india-map-icon [310,10,358,54]
archive-item: ● ରାଜ୍ୟରେ ଅନେକ ସ୍ଥାନରେ ୪୨ ଡିଗ୍ରୀ ତାପମାତ୍ରା ରେକର୍ଡ । [6,1452,310,1467]
sudoku-cell: 2 [299,2157,319,2176]
sudoku-cell [57,1800,94,1838]
sudoku-cell: 4 [221,2196,241,2215]
masthead [376,6,1124,100]
sudoku-cell: 3 [20,1800,57,1838]
edu-title: ପ୍ରମାଦପୂର୍ଣ୍ଣ ସିବିଏସ୍ଇ ଗ୍ରେଡେସନ ପଦ୍ଧତି [376,2199,742,2227]
district-diary-box [6,432,368,532]
